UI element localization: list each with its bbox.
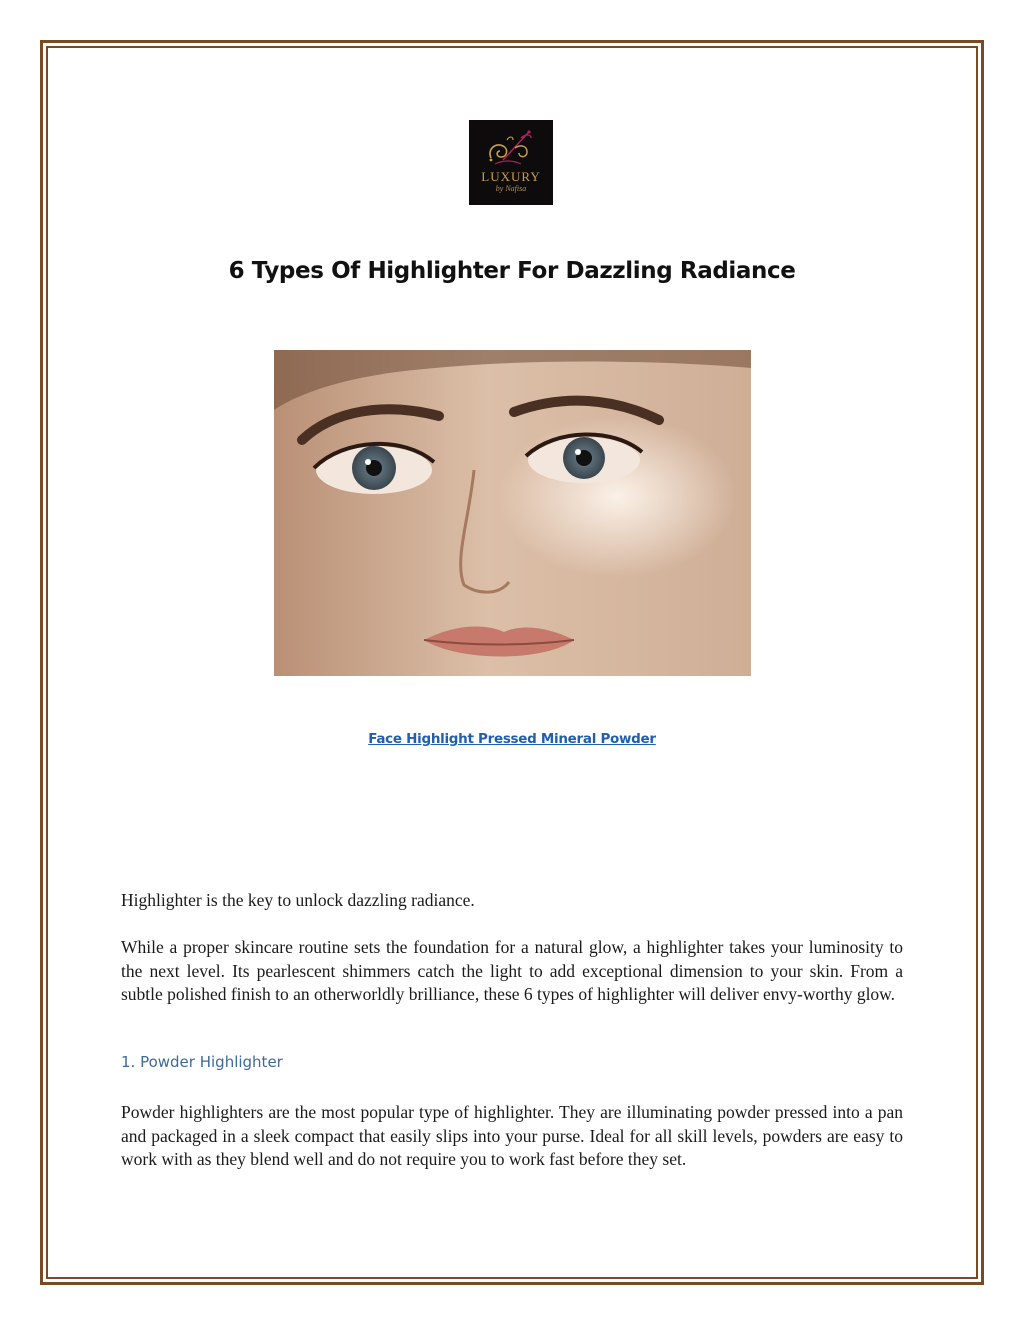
logo-wordmark: LUXURY: [481, 169, 541, 184]
face-portrait-image: [274, 350, 751, 676]
brand-logo: [469, 120, 553, 205]
article-title: 6 Types Of Highlighter For Dazzling Radiance: [228, 258, 796, 284]
product-link[interactable]: Face Highlight Pressed Mineral Powder: [368, 731, 656, 747]
intro-paragraph: Highlighter is the key to unlock dazzling radiance.: [121, 890, 475, 910]
section-heading: 1. Powder Highlighter: [121, 1053, 283, 1071]
body-paragraph: While a proper skincare routine sets the foundation for a natural glow, a highlighter takes your luminosity to the next level. Its pearlescent shimmers catch the light to add exceptional dimension to your skin. From a subtle polished finish to an otherworldly brilliance, these 6 types of highlighter will deliver envy-worthy glow.: [121, 937, 903, 1004]
logo-tagline: by Nafisa: [495, 184, 527, 193]
hero-image: [274, 350, 751, 676]
section-paragraph: Powder highlighters are the most popular type of highlighter. They are illuminating powder pressed into a pan and packaged in a sleek compact that easily slips into your purse. Ideal for all skill levels, powders are easy to work with as they blend well and do not require you to work fast before they set.: [121, 1102, 903, 1169]
